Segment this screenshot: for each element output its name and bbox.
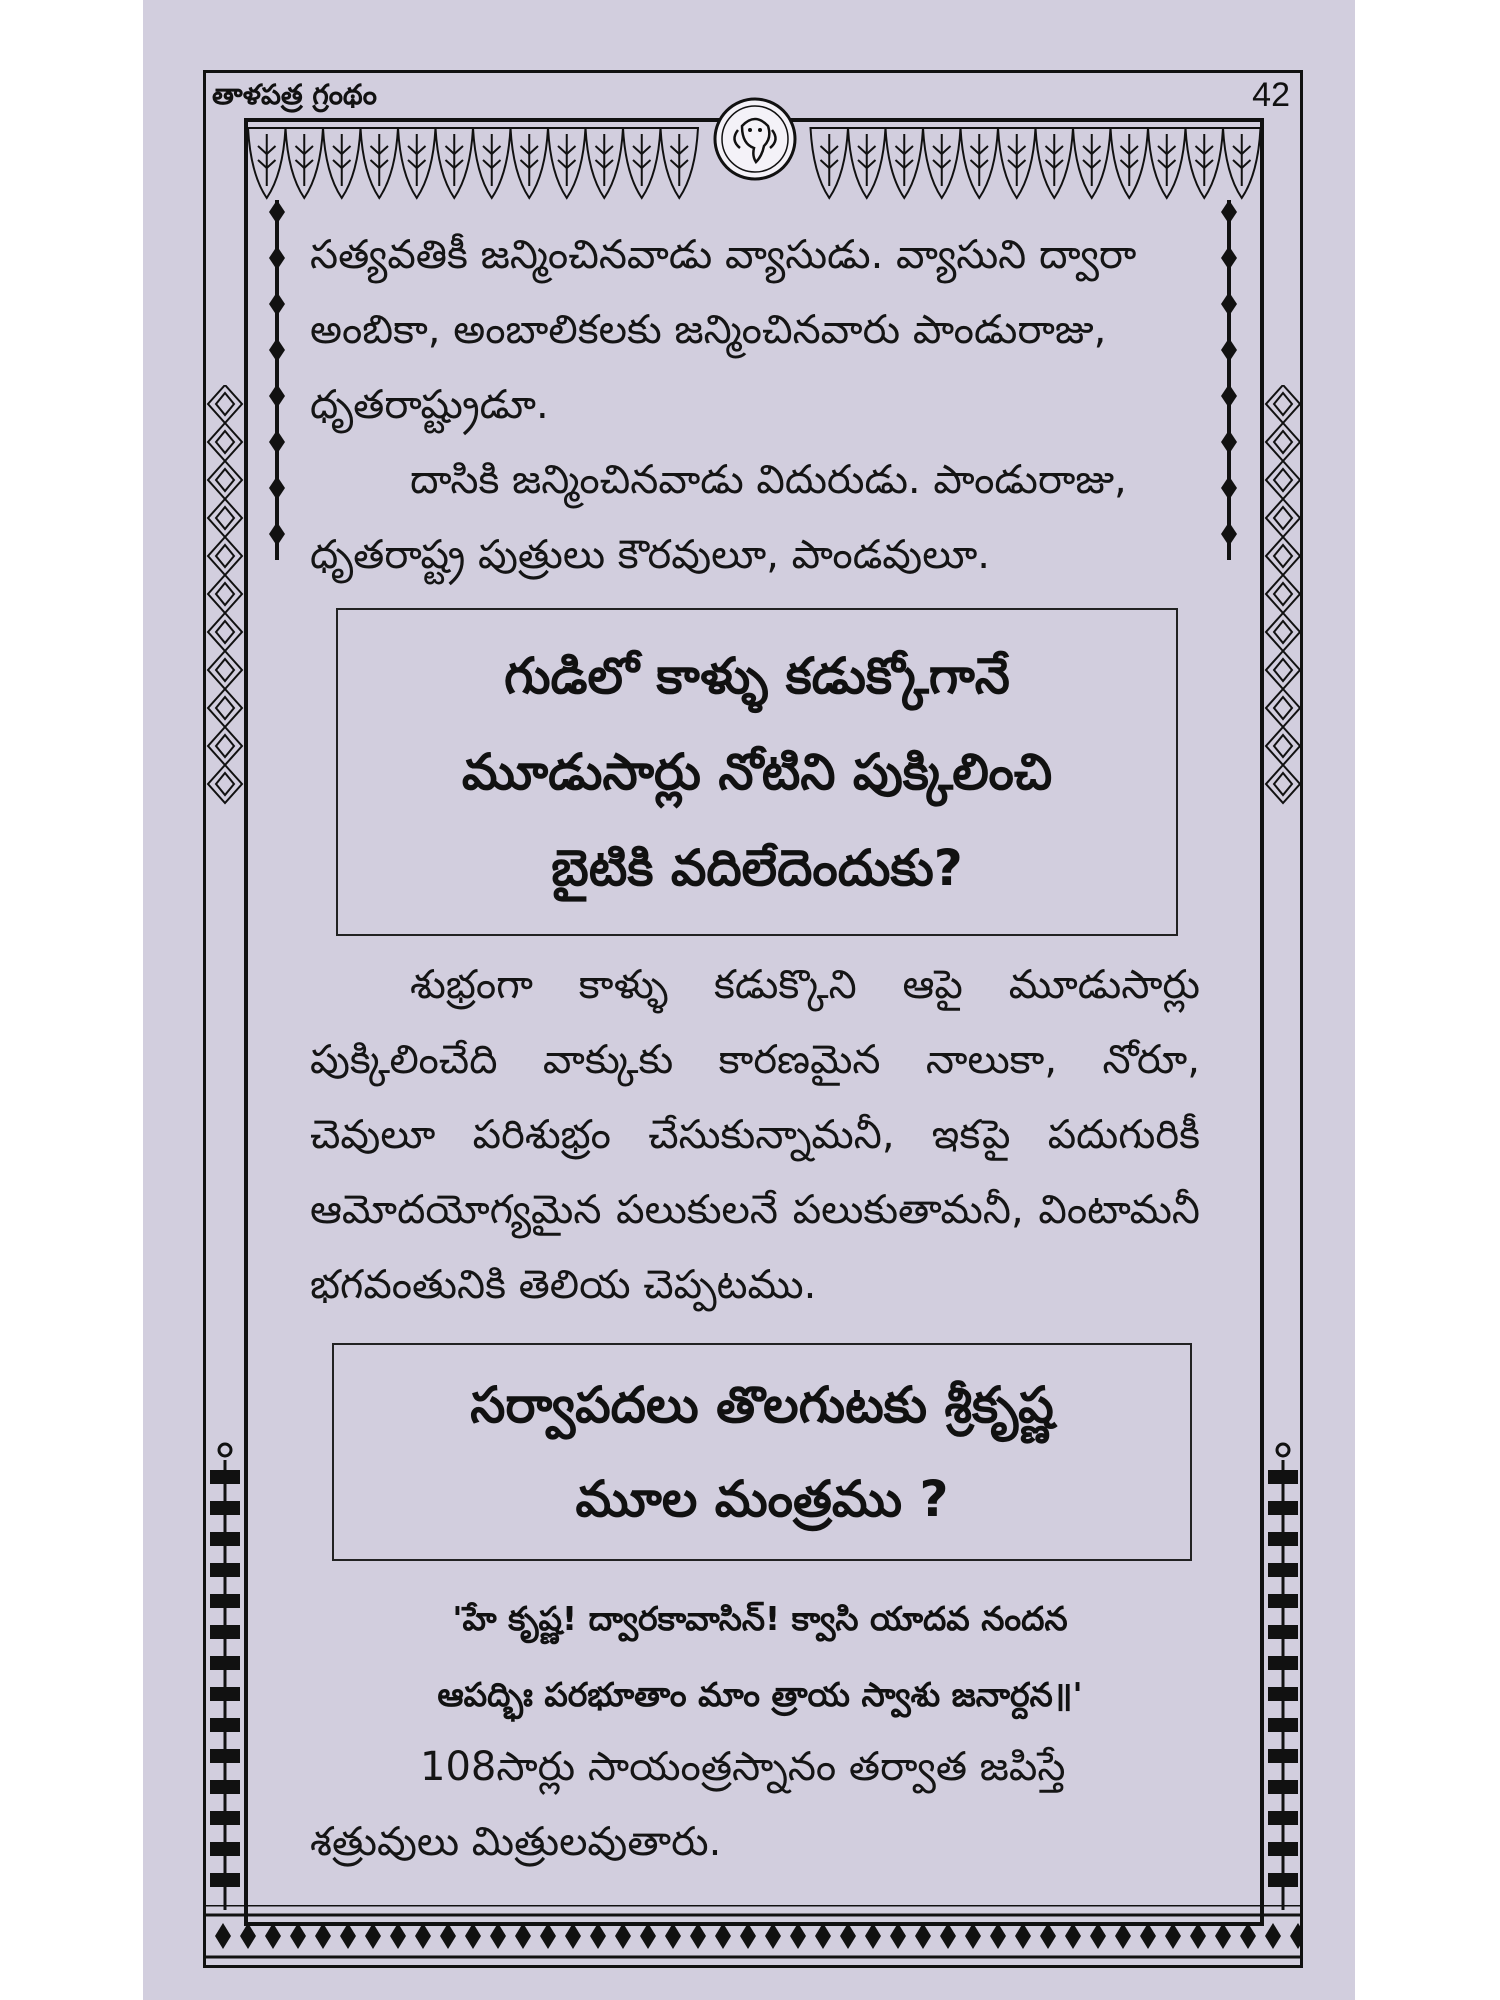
mantra-line-1: 'హే కృష్ణ! ద్వారకావాసిన్! క్వాసి యాదవ నందన [452,1599,1068,1638]
mantra-line-2: ఆపద్భిః పరభూతాం మాం త్రాయ స్వాశు జనార్దన॥' [437,1675,1083,1714]
closing-paragraph: 108సార్లు సాయంత్రస్నానం తర్వాత జపిస్తే శత్రువులు మిత్రులవుతారు. [310,1744,1066,1865]
question-1-line-2: మూడుసార్లు నోటిని పుక్కిలించి [461,743,1053,801]
intro-paragraph: సత్యవతికీ జన్మించినవాడు వ్యాసుడు. వ్యాసుని ద్వారా అంబికా, అంబాలికలకు జన్మించినవారు పాండురాజు, ధృతరాష్ట్రుడూ. [310,232,1137,428]
bottom-border-ornament [203,1905,1303,1967]
right-lattice-ornament [1264,385,1302,805]
question-1-line-1: గుడిలో కాళ్ళు కడుక్కోగానే [504,647,1010,705]
right-pillar-ornament [1264,1440,1302,1910]
left-spear-ornament [262,200,292,560]
answer-paragraph-1: శుభ్రంగా కాళ్ళు కడుక్కొని ఆపై మూడుసార్లు పుక్కిలించేది వాక్కుకు కారణమైన నాలుకా, నోరూ, చెవులూ పరిశుభ్రం చేసుకున్నామనీ, ఇకపై పదుగురికీ ఆమోదయోగ్యమైన పలుకులనే పలుకుతామనీ, వింటామనీ భగవంతునికి తెలియ చెప్పటము. [310,962,1200,1308]
book-title: తాళపత్ర గ్రంథం [212,78,377,111]
left-pillar-ornament [206,1440,244,1910]
question-2-line-2: మూల మంత్రము ? [575,1470,949,1528]
question-box-1 [336,608,1178,936]
question-1-line-3: బైటికి వదిలేదెందుకు? [551,839,963,897]
top-drape-ornament [248,124,1260,204]
right-spear-ornament [1214,200,1244,560]
page-number: 42 [1252,76,1290,114]
question-2-line-1: సర్వాపదలు తొలగుటకు శ్రీకృష్ణ [470,1376,1054,1434]
left-lattice-ornament [206,385,244,805]
question-box-2 [332,1343,1192,1561]
intro-paragraph-2: దాసికి జన్మించినవాడు విదురుడు. పాండురాజు, ధృతరాష్ట్ర పుత్రులు కౌరవులూ, పాండవులూ. [310,457,1127,578]
